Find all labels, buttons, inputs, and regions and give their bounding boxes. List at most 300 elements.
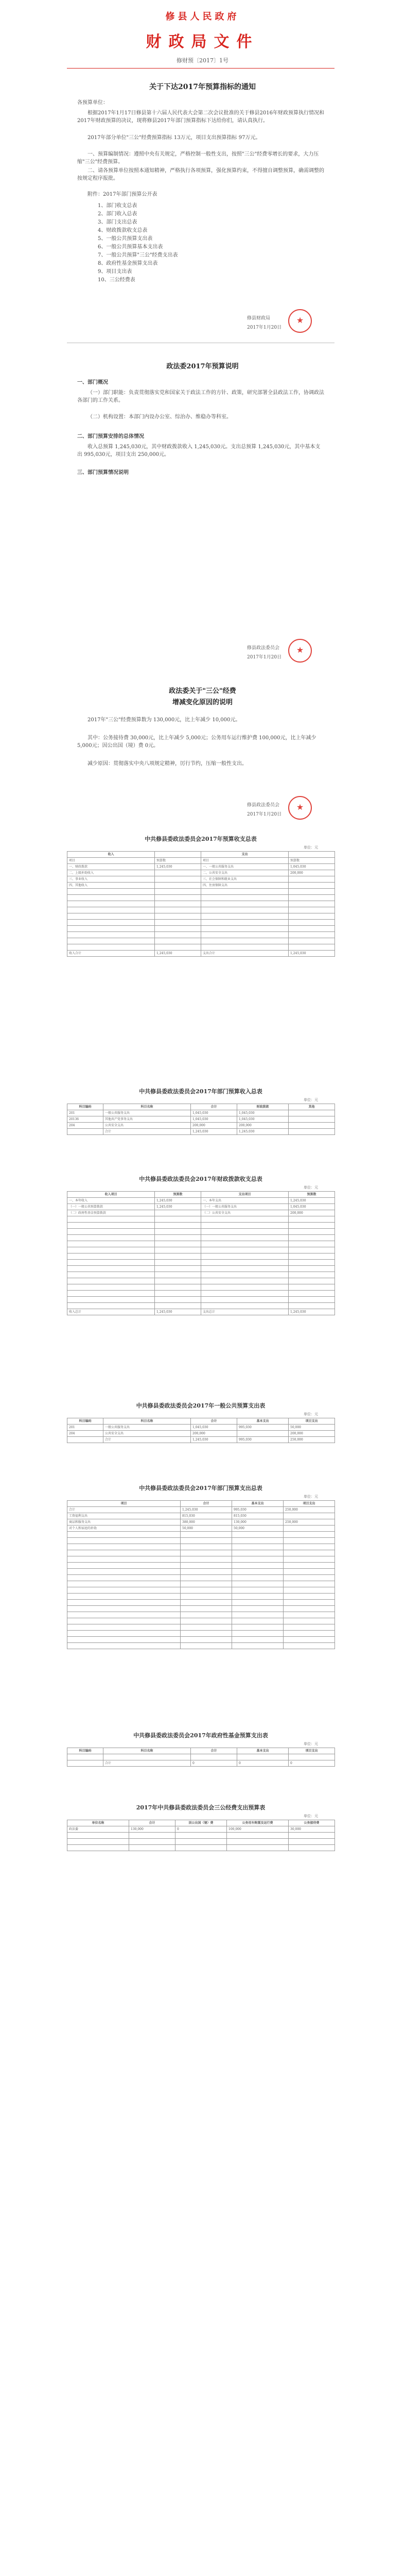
notice-paragraph: 一、预算编制情况：遵照中央有关规定，严格控制一般性支出，按照"三公"经费零增长的要求，大力压缩"三公"经费预算。 bbox=[77, 151, 319, 165]
table-cell: 380,000 bbox=[181, 1519, 232, 1526]
table-cell bbox=[201, 1247, 289, 1253]
table-cell bbox=[67, 1594, 181, 1600]
table-row bbox=[67, 1425, 335, 1431]
table-row bbox=[67, 1198, 335, 1204]
table-cell bbox=[155, 913, 201, 920]
table-cell: 1,045,030 bbox=[191, 1110, 237, 1116]
table-cell bbox=[284, 1526, 335, 1532]
table-cell bbox=[201, 1297, 289, 1303]
table-cell bbox=[289, 926, 335, 932]
explanation-paragraph: 收入总预算 1,245,030元，其中财政拨款收入 1,245,030元。支出总预算 1,245,030元，其中基本支出 995,030元，项目支出 250,000元。 bbox=[77, 444, 321, 457]
table-cell bbox=[191, 1754, 237, 1760]
table-header-cell: 项目支出 bbox=[284, 1501, 335, 1507]
table-cell: 三、社会保障和就业支出 bbox=[201, 876, 289, 883]
table-cell: 1,245,030 bbox=[155, 1204, 201, 1210]
table-cell bbox=[284, 1569, 335, 1575]
notice-issuer: 修县财政局 bbox=[247, 316, 271, 321]
table-cell: 200,000 bbox=[289, 870, 335, 876]
table-cell bbox=[289, 920, 335, 926]
table-cell: 204 bbox=[67, 1431, 103, 1437]
table-cell bbox=[201, 889, 289, 895]
table-cell: 一、本年支出 bbox=[201, 1198, 289, 1204]
table-cell bbox=[289, 1223, 335, 1229]
table-cell bbox=[67, 1556, 181, 1563]
table-cell bbox=[67, 1129, 103, 1135]
table-cell bbox=[155, 901, 201, 907]
table-cell bbox=[155, 1216, 201, 1223]
table-cell: 合计 bbox=[67, 1507, 181, 1513]
table-unit: 单位：元 bbox=[304, 1412, 318, 1416]
table-cell bbox=[201, 1223, 289, 1229]
table-cell bbox=[284, 1637, 335, 1643]
table-cell bbox=[67, 1550, 181, 1556]
table-row bbox=[67, 858, 335, 864]
table-cell bbox=[232, 1575, 284, 1581]
table-cell bbox=[67, 1229, 155, 1235]
table-cell bbox=[155, 1272, 201, 1278]
table-cell: 1,245,030 bbox=[289, 1198, 335, 1204]
table-header-cell: 预算数 bbox=[289, 1192, 335, 1198]
table-cell bbox=[232, 1618, 284, 1624]
table-cell bbox=[289, 1247, 335, 1253]
table-header-cell: 公务用车购置及运行费 bbox=[227, 1820, 289, 1826]
table-cell bbox=[284, 1532, 335, 1538]
table-cell: 二、上级补助收入 bbox=[67, 870, 155, 876]
table-header-row bbox=[67, 1192, 335, 1198]
table-title: 中共修县委政法委员会2017年预算收支总表 bbox=[145, 836, 257, 842]
table-row bbox=[67, 1303, 335, 1309]
table-cell bbox=[289, 1284, 335, 1291]
table-cell bbox=[289, 932, 335, 938]
table-cell bbox=[201, 1272, 289, 1278]
table-cell: 1,245,030 bbox=[191, 1129, 237, 1135]
table-cell: 250,000 bbox=[284, 1519, 335, 1526]
table-cell bbox=[103, 1754, 191, 1760]
table-cell bbox=[155, 1241, 201, 1247]
explanation-heading: 三、部门预算情况说明 bbox=[77, 470, 129, 476]
table-cell bbox=[289, 907, 335, 913]
table-cell bbox=[284, 1513, 335, 1519]
table-cell: 50,000 bbox=[181, 1526, 232, 1532]
table-cell bbox=[289, 1754, 335, 1760]
table-cell bbox=[181, 1606, 232, 1612]
table-cell: 995,030 bbox=[237, 1437, 289, 1443]
table-cell bbox=[67, 1303, 155, 1309]
table-cell bbox=[181, 1563, 232, 1569]
table-cell bbox=[289, 1845, 335, 1851]
table-cell: 一、一般公共服务支出 bbox=[201, 864, 289, 870]
table-row bbox=[67, 1235, 335, 1241]
table-row bbox=[67, 1587, 335, 1594]
table-cell bbox=[155, 889, 201, 895]
table-cell bbox=[289, 901, 335, 907]
table-row bbox=[67, 1123, 335, 1129]
attachment-item: 2、部门收入总表 bbox=[98, 211, 137, 217]
table-row bbox=[67, 1637, 335, 1643]
table-cell bbox=[67, 1291, 155, 1297]
table-cell: 1,045,030 bbox=[191, 1425, 237, 1431]
table-cell bbox=[284, 1594, 335, 1600]
table-title: 2017年中共修县委政法委员会三公经费支出预算表 bbox=[136, 1804, 266, 1811]
table-cell: 一般公共服务支出 bbox=[103, 1110, 191, 1116]
table-cell bbox=[155, 883, 201, 889]
table-cell: 三、事业收入 bbox=[67, 876, 155, 883]
table-cell bbox=[155, 1247, 201, 1253]
table-cell bbox=[284, 1556, 335, 1563]
table-cell bbox=[67, 1532, 181, 1538]
table-row bbox=[67, 1309, 335, 1315]
table-cell bbox=[232, 1532, 284, 1538]
table-row bbox=[67, 1826, 335, 1833]
table-cell bbox=[284, 1624, 335, 1631]
table-cell: 工资福利支出 bbox=[67, 1513, 181, 1519]
table-cell bbox=[289, 913, 335, 920]
table-title: 中共修县委政法委员会2017年一般公共预算支出表 bbox=[136, 1402, 266, 1409]
table-cell: 0 bbox=[237, 1760, 289, 1767]
table-cell: 1,245,030 bbox=[155, 1198, 201, 1204]
attachment-item: 5、一般公共预算支出表 bbox=[98, 236, 153, 242]
attachment-list bbox=[98, 202, 178, 284]
table-cell bbox=[289, 1129, 335, 1135]
table-title: 中共修县委政法委员会2017年财政拨款收支总表 bbox=[139, 1176, 262, 1182]
table-cell bbox=[232, 1550, 284, 1556]
table-row bbox=[67, 1216, 335, 1223]
table-cell bbox=[67, 1754, 103, 1760]
table-header-row bbox=[67, 1820, 335, 1826]
attachment-item: 4、财政拨款收支总表 bbox=[98, 228, 148, 233]
table-row bbox=[67, 1624, 335, 1631]
table-header-cell: 基本支出 bbox=[237, 1418, 289, 1425]
table-header-cell: 项目支出 bbox=[289, 1748, 335, 1754]
table-header-cell: 公务接待费 bbox=[289, 1820, 335, 1826]
table-cell bbox=[232, 1581, 284, 1587]
table-cell bbox=[201, 901, 289, 907]
table-cell bbox=[67, 913, 155, 920]
table-cell bbox=[67, 926, 155, 932]
table-cell bbox=[67, 1624, 181, 1631]
table-cell: 0 bbox=[289, 1760, 335, 1767]
table-row bbox=[67, 1594, 335, 1600]
three-public-paragraph: 其中：公务接待费 30,000元，比上年减少 5,000元；公务用车运行维护费 100,000元，比上年减少 5,000元；因公出国（境）费 0元。 bbox=[77, 735, 316, 749]
table-cell bbox=[155, 895, 201, 901]
notice-date: 2017年1月20日 bbox=[247, 325, 282, 330]
table-cell bbox=[155, 944, 201, 951]
table-cell bbox=[155, 1253, 201, 1260]
table-row bbox=[67, 1556, 335, 1563]
table-cell: 130,000 bbox=[232, 1519, 284, 1526]
table-cell bbox=[181, 1612, 232, 1618]
table-header-cell: 收入项目 bbox=[67, 1192, 155, 1198]
table-cell bbox=[155, 938, 201, 944]
table-row bbox=[67, 1612, 335, 1618]
table-row bbox=[67, 1278, 335, 1284]
table-row bbox=[67, 1833, 335, 1839]
table-cell bbox=[232, 1606, 284, 1612]
table-cell: 0 bbox=[191, 1760, 237, 1767]
table-cell bbox=[284, 1631, 335, 1637]
table-cell bbox=[155, 1303, 201, 1309]
table-cell bbox=[284, 1581, 335, 1587]
table-cell bbox=[201, 1284, 289, 1291]
table-cell: 1,245,030 bbox=[289, 951, 335, 957]
table-cell bbox=[67, 1845, 129, 1851]
table-row bbox=[67, 1431, 335, 1437]
table-cell bbox=[232, 1569, 284, 1575]
table-row bbox=[67, 1247, 335, 1253]
official-seal-icon: ★ bbox=[288, 309, 312, 333]
table-cell bbox=[289, 876, 335, 883]
table-cell bbox=[67, 1587, 181, 1594]
table-cell bbox=[67, 920, 155, 926]
table-cell bbox=[284, 1544, 335, 1550]
table-unit: 单位：元 bbox=[304, 1742, 318, 1746]
table-cell bbox=[67, 895, 155, 901]
table-row bbox=[67, 1210, 335, 1216]
three-public-date: 2017年1月20日 bbox=[247, 812, 282, 817]
table-row bbox=[67, 951, 335, 957]
explanation-heading: 一、部门概况 bbox=[77, 380, 108, 385]
three-public-title: 政法委关于"三公"经费 bbox=[169, 687, 236, 695]
table-cell: 四、其他收入 bbox=[67, 883, 155, 889]
table-row bbox=[67, 1569, 335, 1575]
table-cell bbox=[155, 1223, 201, 1229]
table-cell bbox=[181, 1600, 232, 1606]
table-cell: 收入合计 bbox=[67, 951, 155, 957]
table-header-cell: 合计 bbox=[191, 1748, 237, 1754]
explanation-issuer: 修县政法委员会 bbox=[247, 646, 280, 651]
table-cell bbox=[284, 1538, 335, 1544]
table-row bbox=[67, 1519, 335, 1526]
table-header-row bbox=[67, 1104, 335, 1110]
table-cell: 1,245,030 bbox=[289, 1309, 335, 1315]
table-cell bbox=[232, 1612, 284, 1618]
table-row bbox=[67, 1223, 335, 1229]
table-cell bbox=[201, 1260, 289, 1266]
table-cell: 商品和服务支出 bbox=[67, 1519, 181, 1526]
document-title: 财政局文件 bbox=[146, 33, 259, 51]
table-cell bbox=[232, 1594, 284, 1600]
table-cell: 预算数 bbox=[155, 858, 201, 864]
table-cell bbox=[67, 938, 155, 944]
table-cell bbox=[201, 1235, 289, 1241]
table-row bbox=[67, 1204, 335, 1210]
table-row bbox=[67, 920, 335, 926]
table-cell bbox=[284, 1600, 335, 1606]
table-cell bbox=[289, 1833, 335, 1839]
table-row bbox=[67, 944, 335, 951]
table-row bbox=[67, 883, 335, 889]
table-header-cell: 合计 bbox=[181, 1501, 232, 1507]
table-unit: 单位：元 bbox=[304, 1185, 318, 1190]
table-cell: 100,000 bbox=[227, 1826, 289, 1833]
table-cell bbox=[67, 1297, 155, 1303]
table-row bbox=[67, 1116, 335, 1123]
table-cell: 公共安全支出 bbox=[103, 1431, 191, 1437]
attachment-item: 8、政府性基金预算支出表 bbox=[98, 261, 158, 266]
table-cell bbox=[155, 1297, 201, 1303]
table-cell bbox=[67, 1278, 155, 1284]
table-cell bbox=[181, 1544, 232, 1550]
table-row bbox=[67, 1618, 335, 1624]
table-cell: 1,245,030 bbox=[155, 1309, 201, 1315]
table-cell bbox=[289, 1839, 335, 1845]
table-row bbox=[67, 1260, 335, 1266]
table-cell: 1,045,030 bbox=[237, 1116, 289, 1123]
table-cell: 合计 bbox=[103, 1129, 191, 1135]
fund-budget-table bbox=[67, 1748, 335, 1767]
table-cell bbox=[181, 1550, 232, 1556]
table-cell bbox=[289, 895, 335, 901]
table-cell bbox=[201, 1266, 289, 1272]
table-header-row bbox=[67, 852, 335, 858]
table-row bbox=[67, 1754, 335, 1760]
table-cell: 收入总计 bbox=[67, 1309, 155, 1315]
table-cell bbox=[181, 1538, 232, 1544]
table-header-cell: 基本支出 bbox=[232, 1501, 284, 1507]
attachment-item: 9、项目支出表 bbox=[98, 269, 132, 275]
table-row bbox=[67, 1538, 335, 1544]
table-cell bbox=[181, 1532, 232, 1538]
table-cell bbox=[232, 1600, 284, 1606]
table-cell: 1,245,030 bbox=[155, 951, 201, 957]
table-cell bbox=[67, 1612, 181, 1618]
table-cell bbox=[201, 1278, 289, 1284]
table-cell: （二）政府性基金预算拨款 bbox=[67, 1210, 155, 1216]
table-header-cell: 合计 bbox=[191, 1418, 237, 1425]
table-cell bbox=[67, 944, 155, 951]
table-cell bbox=[232, 1538, 284, 1544]
table-row bbox=[67, 1110, 335, 1116]
table-cell: 合计 bbox=[103, 1760, 191, 1767]
table-header-row bbox=[67, 1501, 335, 1507]
table-cell: 200,000 bbox=[191, 1431, 237, 1437]
table-cell: 815,030 bbox=[181, 1513, 232, 1519]
table-row bbox=[67, 932, 335, 938]
table-cell bbox=[67, 1569, 181, 1575]
table-cell bbox=[67, 1606, 181, 1612]
attachment-item: 6、一般公共预算基本支出表 bbox=[98, 244, 163, 250]
table-row bbox=[67, 913, 335, 920]
table-title: 中共修县委政法委员会2017年部门预算收入总表 bbox=[139, 1088, 262, 1095]
table-cell bbox=[155, 870, 201, 876]
table-row bbox=[67, 926, 335, 932]
table-cell bbox=[289, 1278, 335, 1284]
table-header-cell: 财政拨款 bbox=[237, 1104, 289, 1110]
notice-title: 关于下达2017年预算指标的通知 bbox=[149, 83, 256, 91]
table-cell bbox=[289, 1216, 335, 1223]
table-cell bbox=[155, 907, 201, 913]
table-cell bbox=[181, 1624, 232, 1631]
table-row bbox=[67, 1291, 335, 1297]
table-cell bbox=[289, 1303, 335, 1309]
table-cell: 130,000 bbox=[129, 1826, 175, 1833]
table-cell bbox=[155, 1235, 201, 1241]
table-cell bbox=[67, 1272, 155, 1278]
table-cell bbox=[289, 938, 335, 944]
table-cell bbox=[67, 1600, 181, 1606]
table-cell bbox=[181, 1587, 232, 1594]
table-cell: 预算数 bbox=[289, 858, 335, 864]
attachment-item: 10、三公经费表 bbox=[98, 277, 135, 283]
table-cell bbox=[227, 1845, 289, 1851]
table-cell: 支出合计 bbox=[201, 951, 289, 957]
table-cell bbox=[67, 1437, 103, 1443]
table-cell: 815,030 bbox=[232, 1513, 284, 1519]
government-name: 修县人民政府 bbox=[165, 11, 240, 22]
table-cell bbox=[289, 1123, 335, 1129]
table-cell: 对个人和家庭的补助 bbox=[67, 1526, 181, 1532]
table-cell bbox=[181, 1618, 232, 1624]
official-seal-icon: ★ bbox=[288, 796, 312, 820]
table-cell bbox=[181, 1556, 232, 1563]
table-row bbox=[67, 876, 335, 883]
table-row bbox=[67, 864, 335, 870]
table-header-cell: 其他 bbox=[289, 1104, 335, 1110]
table-cell bbox=[155, 1291, 201, 1297]
table-header-cell: 项目支出 bbox=[289, 1418, 335, 1425]
table-cell bbox=[67, 1637, 181, 1643]
three-public-subtitle: 增减变化原因的说明 bbox=[172, 699, 233, 706]
fiscal-allocation-table bbox=[67, 1191, 335, 1315]
table-cell bbox=[181, 1594, 232, 1600]
table-cell bbox=[232, 1637, 284, 1643]
table-cell: 四、住房保障支出 bbox=[201, 883, 289, 889]
revenue-table bbox=[67, 1104, 335, 1135]
table-cell: 995,030 bbox=[237, 1425, 289, 1431]
explanation-heading: 二、部门预算安排的总体情况 bbox=[77, 434, 144, 439]
table-cell bbox=[181, 1581, 232, 1587]
three-public-paragraph: 2017年"三公"经费预算数为 130,000元，比上年减少 10,000元。 bbox=[87, 717, 241, 723]
table-title: 中共修县委政法委员会2017年部门预算支出总表 bbox=[139, 1485, 262, 1492]
table-header-cell: 收入 bbox=[67, 852, 155, 858]
table-cell bbox=[67, 932, 155, 938]
table-row bbox=[67, 938, 335, 944]
table-cell: 995,030 bbox=[232, 1507, 284, 1513]
table-row bbox=[67, 1760, 335, 1767]
official-seal-icon: ★ bbox=[288, 639, 312, 663]
table-cell bbox=[232, 1643, 284, 1649]
table-header-cell: 合计 bbox=[129, 1820, 175, 1826]
table-row bbox=[67, 1253, 335, 1260]
table-cell bbox=[201, 895, 289, 901]
table-row bbox=[67, 1581, 335, 1587]
table-cell: 1,045,030 bbox=[191, 1116, 237, 1123]
table-row bbox=[67, 1129, 335, 1135]
table-cell bbox=[155, 876, 201, 883]
table-cell: 50,000 bbox=[289, 1425, 335, 1431]
table-row bbox=[67, 1550, 335, 1556]
table-cell bbox=[201, 913, 289, 920]
table-cell bbox=[201, 1216, 289, 1223]
table-cell: （二）公共安全支出 bbox=[201, 1210, 289, 1216]
table-cell: 1,045,030 bbox=[289, 1204, 335, 1210]
table-cell: 50,000 bbox=[232, 1526, 284, 1532]
table-row bbox=[67, 1631, 335, 1637]
table-row bbox=[67, 870, 335, 876]
table-header-cell: 合计 bbox=[191, 1104, 237, 1110]
table-cell bbox=[201, 938, 289, 944]
table-header-cell: 预算数 bbox=[155, 1192, 201, 1198]
table-cell bbox=[67, 901, 155, 907]
table-header-row bbox=[67, 1418, 335, 1425]
table-cell bbox=[232, 1563, 284, 1569]
table-cell: 其他共产党事务支出 bbox=[103, 1116, 191, 1123]
table-row bbox=[67, 1606, 335, 1612]
table-cell bbox=[289, 1110, 335, 1116]
table-cell bbox=[67, 1618, 181, 1624]
table-row bbox=[67, 1513, 335, 1519]
table-cell bbox=[67, 1247, 155, 1253]
